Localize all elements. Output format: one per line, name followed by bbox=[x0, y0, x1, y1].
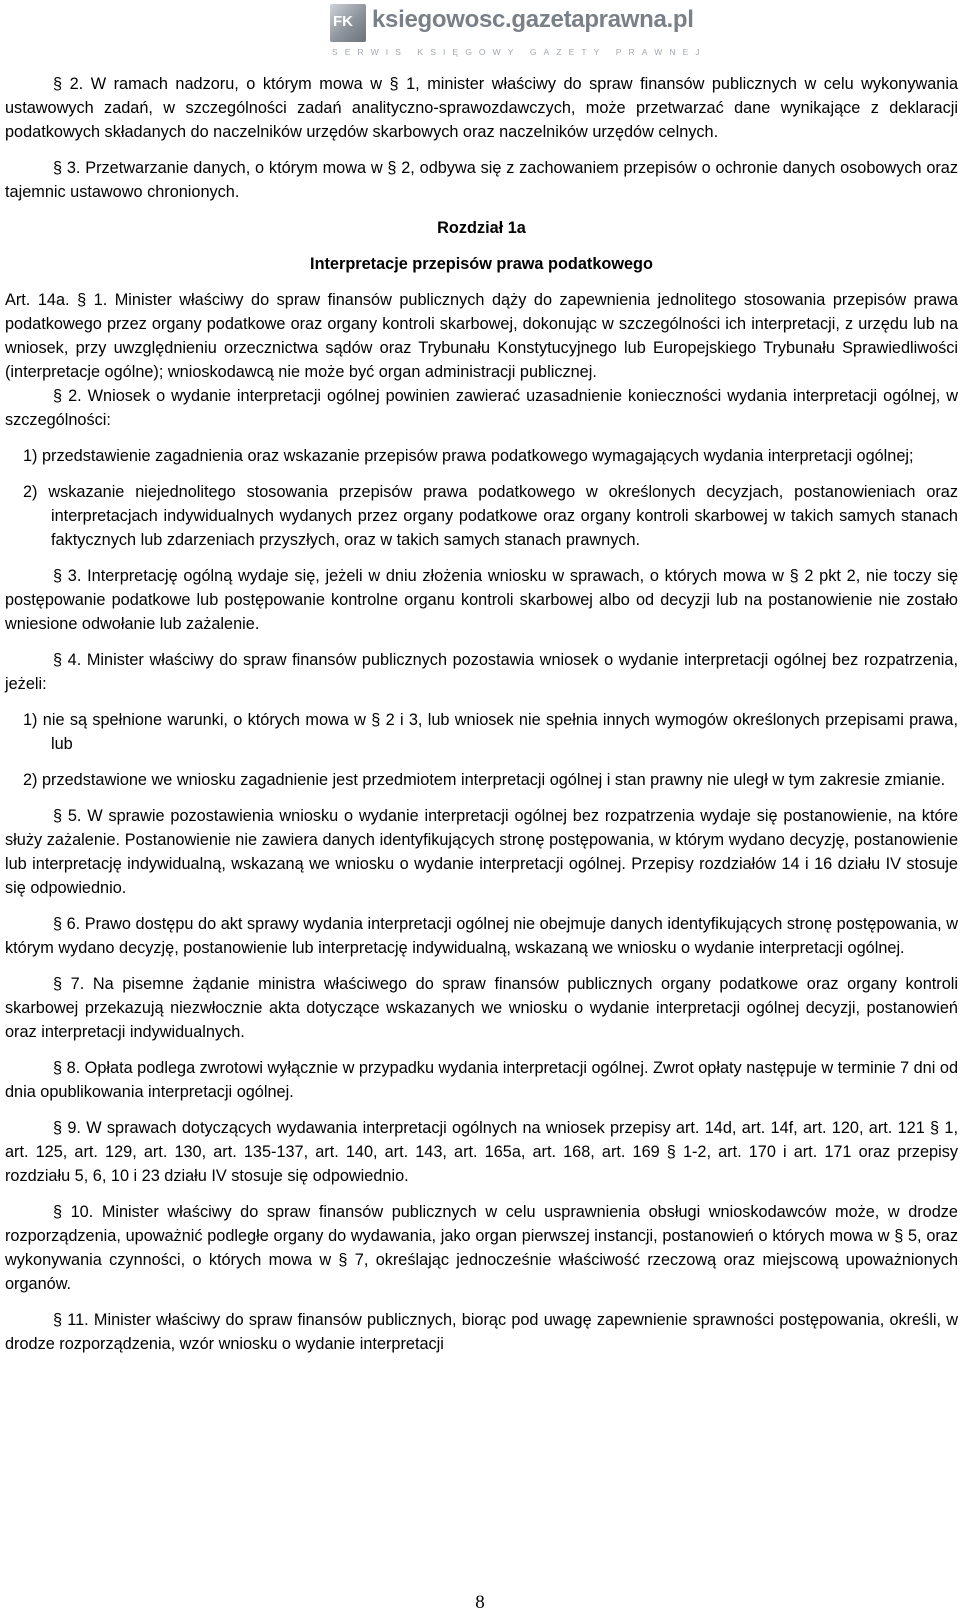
list-item: 2) przedstawione we wniosku zagadnienie jest przedmiotem interpretacji ogólnej i stan prawny nie uległ w tym zakresie zmianie. bbox=[23, 771, 946, 789]
page-number: 8 bbox=[475, 1592, 485, 1613]
list-item: 1) nie są spełnione warunki, o których mowa w § 2 i 3, lub wniosek nie spełnia innych wymogów określonych przepisami prawa, lub bbox=[23, 711, 958, 753]
site-name: ksiegowosc.gazetaprawna.pl bbox=[372, 6, 694, 33]
paragraph: Art. 14a. § 1. Minister właściwy do spraw finansów publicznych dąży do zapewnienia jednolitego stosowania przepisów prawa podatkowego przez organy podatkowe oraz organy kontroli skarbowej, dokonując w szczególności ich interpretacji, z urzędu lub na wniosek, przy uwzględnieniu orzecznictwa sądów oraz Trybunału Konstytucyjnego lub Europejskiego Trybunału Sprawiedliwości (interpretacje ogólne); wnioskodawcą nie może być organ administracji publicznej. bbox=[5, 291, 958, 381]
site-tagline: SERWIS KSIĘGOWY GAZETY PRAWNEJ bbox=[332, 47, 707, 57]
section-heading: Rozdział 1a bbox=[437, 219, 526, 237]
paragraph: § 4. Minister właściwy do spraw finansów publicznych pozostawia wniosek o wydanie interpretacji ogólnej bez rozpatrzenia, jeżeli: bbox=[5, 651, 958, 693]
paragraph: § 10. Minister właściwy do spraw finansów publicznych w celu usprawnienia obsługi wnioskodawców może, w drodze rozporządzenia, upoważnić podległe organy do wydawania, jako organ pierwszej instancji, postanowień o których mowa w § 5, oraz wykonywania czynności, o których mowa w § 7, określając jednocześnie właściwość rzeczową oraz miejscową upoważnionych organów. bbox=[5, 1203, 958, 1293]
site-logo bbox=[330, 2, 710, 60]
paragraph: § 7. Na pisemne żądanie ministra właściwego do spraw finansów publicznych organy podatkowe oraz organy kontroli skarbowej przekazują niezwłocznie akta dotyczące wskazanych we wniosku o wydanie interpretacji ogólnej decyzji, postanowień oraz interpretacji indywidualnych. bbox=[5, 975, 958, 1041]
list-item: 1) przedstawienie zagadnienia oraz wskazanie przepisów prawa podatkowego wymagających wydania interpretacji ogólnej; bbox=[23, 447, 914, 465]
document-body bbox=[5, 72, 958, 1368]
logo-mark-text: FK bbox=[333, 13, 353, 30]
paragraph: § 3. Przetwarzanie danych, o którym mowa w § 2, odbywa się z zachowaniem przepisów o ochronie danych osobowych oraz tajemnic ustawowo chronionych. bbox=[5, 159, 958, 201]
paragraph: § 3. Interpretację ogólną wydaje się, jeżeli w dniu złożenia wniosku w sprawach, o których mowa w § 2 pkt 2, nie toczy się postępowanie podatkowe lub postępowanie kontrolne organu kontroli skarbowej albo od decyzji lub na postanowienie nie zostało wniesione odwołanie lub zażalenie. bbox=[5, 567, 958, 633]
paragraph: § 5. W sprawie pozostawienia wniosku o wydanie interpretacji ogólnej bez rozpatrzenia wydaje się postanowienie, na które służy zażalenie. Postanowienie nie zawiera danych identyfikujących stronę postępowania, w którym wydano decyzję, postanowienie lub interpretację indywidualną, wskazaną we wniosku o wydanie interpretacji ogólnej. Przepisy rozdziałów 14 i 16 działu IV stosuje się odpowiednio. bbox=[5, 807, 958, 897]
paragraph: § 6. Prawo dostępu do akt sprawy wydania interpretacji ogólnej nie obejmuje danych identyfikujących stronę postępowania, w którym wydano decyzję, postanowienie lub interpretację indywidualną, wskazaną we wniosku o wydanie interpretacji ogólnej. bbox=[5, 915, 958, 957]
paragraph: § 11. Minister właściwy do spraw finansów publicznych, biorąc pod uwagę zapewnienie sprawności postępowania, określi, w drodze rozporządzenia, wzór wniosku o wydanie interpretacji bbox=[5, 1311, 958, 1353]
paragraph: § 9. W sprawach dotyczących wydawania interpretacji ogólnych na wniosek przepisy art. 14d, art. 14f, art. 120, art. 121 § 1, art. 125, art. 129, art. 130, art. 135-137, art. 140, art. 143, art. 165a, art. 168, art. 169 § 1-2, art. 170 i art. 171 oraz przepisy rozdziału 5, 6, 10 i 23 działu IV stosuje się odpowiednio. bbox=[5, 1119, 958, 1185]
paragraph: § 2. Wniosek o wydanie interpretacji ogólnej powinien zawierać uzasadnienie konieczności wydania interpretacji ogólnej, w szczególności: bbox=[5, 387, 958, 429]
list-item: 2) wskazanie niejednolitego stosowania przepisów prawa podatkowego w określonych decyzjach, postanowieniach oraz interpretacjach indywidualnych wydanych przez organy podatkowe oraz organy kontroli skarbowej w takich samych stanach faktycznych lub zdarzeniach przyszłych, oraz w takich samych stanach prawnych. bbox=[23, 483, 958, 549]
paragraph: § 2. W ramach nadzoru, o którym mowa w § 1, minister właściwy do spraw finansów publicznych w celu wykonywania ustawowych zadań, w szczególności zadań analityczno-sprawozdawczych, może przetwarzać dane wynikające z deklaracji podatkowych składanych do naczelników urzędów skarbowych oraz naczelników urzędów celnych. bbox=[5, 75, 958, 141]
paragraph: § 8. Opłata podlega zwrotowi wyłącznie w przypadku wydania interpretacji ogólnej. Zwrot opłaty następuje w terminie 7 dni od dnia opublikowania interpretacji ogólnej. bbox=[5, 1059, 958, 1101]
fk-logo-mark bbox=[330, 4, 366, 42]
section-heading: Interpretacje przepisów prawa podatkowego bbox=[310, 255, 653, 273]
